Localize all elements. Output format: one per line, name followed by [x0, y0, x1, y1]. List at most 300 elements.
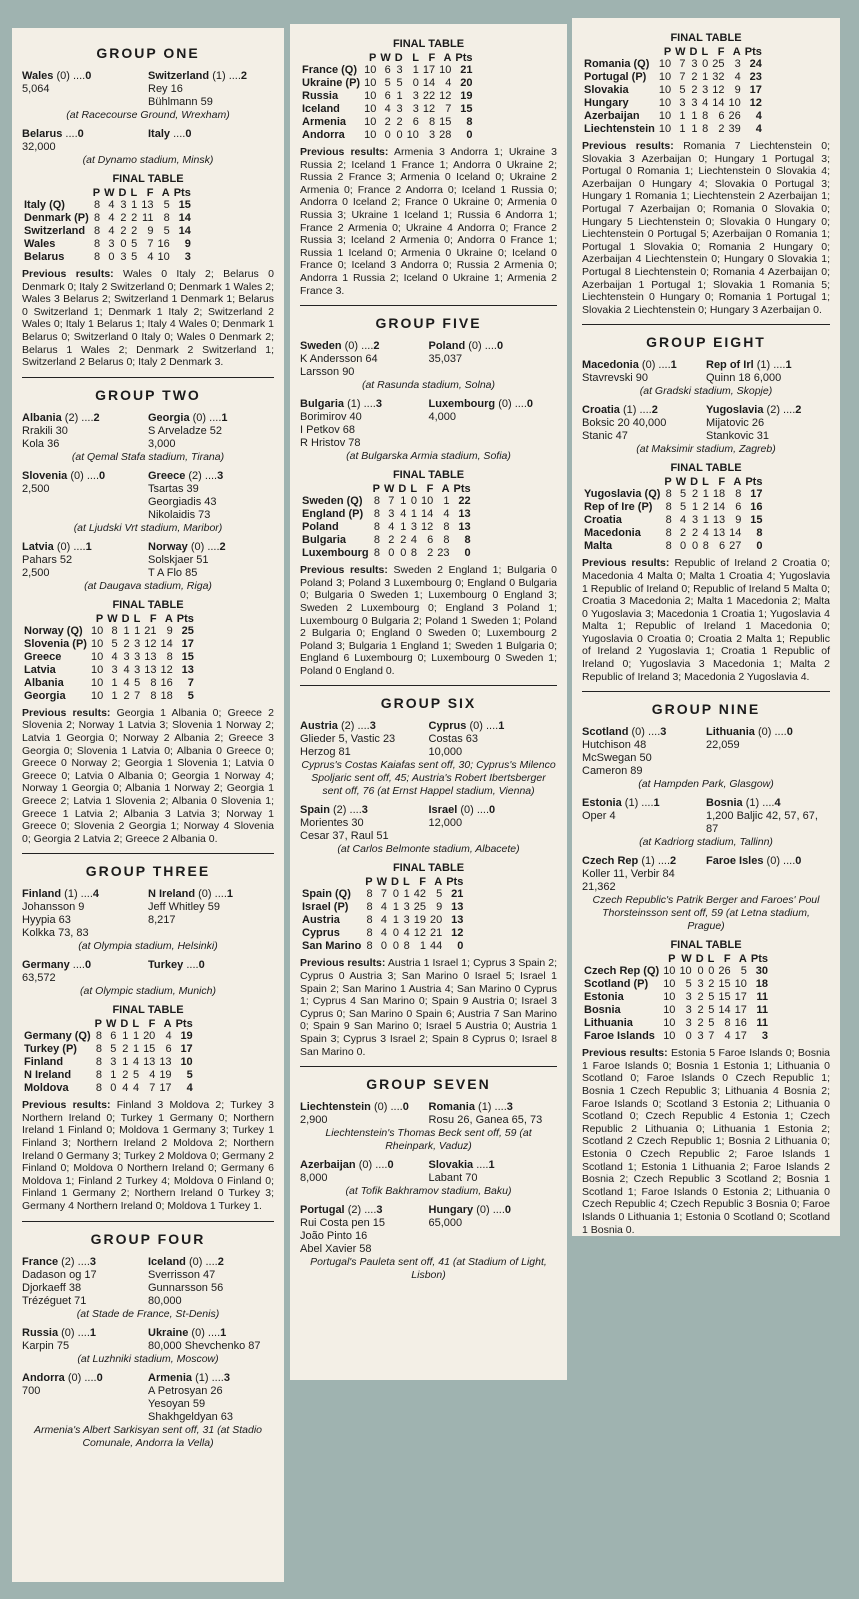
away-side: Faroe Isles (0) ....0	[706, 855, 802, 868]
table-cell: 10	[364, 64, 377, 76]
away-side: Lithuania (0) ....0	[706, 726, 793, 739]
table-cell: 2	[427, 547, 434, 560]
table-cell: 39	[728, 123, 741, 135]
column-header: L	[412, 52, 419, 64]
match-score-line	[22, 959, 274, 972]
match-details	[300, 1114, 557, 1127]
table-cell: 8	[665, 514, 672, 527]
home-score: 1	[670, 359, 677, 372]
venue-line: (at Maksimir stadium, Zagreb)	[636, 443, 776, 456]
home-team: Bulgaria	[300, 398, 345, 411]
group-section	[22, 36, 274, 369]
final-table	[582, 953, 770, 1043]
final-table-title: FINAL TABLE	[112, 173, 184, 185]
table-cell: 0	[392, 927, 399, 940]
table-cell: 2	[718, 123, 725, 135]
previous-results-text: Republic of Ireland 2 Croatia 0; Macedonia 4 Malta 0; Malta 1 Croatia 4; Yugoslavia 1 Republic of Ireland 0; Republic of Ireland 5 Malta 0; Croatia 3 Macedonia 2; Malta 1 Macedonia 2; Malta 0 Yugoslavia 3; Macedonia 1 Croatia 1; Yugoslavia 4 Malta 1; Republic of Ireland 1 Macedonia 0; Yugoslavia 0 Croatia 0; Croatia 2 Malta 1; Republic of Ireland 2 Yugoslavia 1; Croatia 1 Republic of Ireland 0; Yugoslavia 3 Macedonia 1; Malta 2 Republic of Ireland 3; Macedonia 2 Yugoslavia 4.	[582, 557, 831, 683]
table-cell: 8	[443, 521, 450, 534]
table-cell: 8	[702, 123, 709, 135]
final-table	[582, 476, 764, 553]
table-cell: 5	[384, 77, 391, 89]
column-header: L	[130, 187, 138, 199]
table-cell: 17	[181, 637, 194, 650]
home-score: 2	[670, 855, 677, 868]
table-cell: 6	[427, 534, 434, 547]
venue-line: (at Qemal Stafa stadium, Tirana)	[71, 450, 225, 463]
group-section	[22, 1221, 274, 1450]
table-cell: 12	[144, 637, 157, 650]
table-cell: 1	[392, 914, 399, 927]
away-team: Italy	[148, 128, 171, 140]
match-details	[582, 372, 830, 385]
table-cell: 1	[396, 90, 403, 102]
table-cell: 13	[181, 663, 194, 676]
team-name: Spain (Q)	[302, 888, 351, 901]
table-cell: 21	[429, 927, 443, 940]
away-side: Yugoslavia (2) ....2	[706, 404, 802, 417]
table-cell: 3	[396, 103, 403, 115]
column-header: Pts	[175, 1018, 193, 1031]
home-team: Finland	[22, 888, 62, 901]
table-cell: 17	[734, 991, 747, 1004]
group-heading: GROUP SIX	[300, 685, 557, 711]
table-cell: 1	[412, 64, 419, 76]
previous-results-label: Previous results:	[582, 557, 670, 570]
away-details	[429, 353, 558, 379]
home-side: Croatia (1) ....2	[582, 404, 658, 417]
home-score: 1	[89, 1326, 96, 1339]
away-side: Switzerland (1) ....2	[148, 70, 248, 82]
table-cell: 3	[134, 637, 141, 650]
column-header: F	[718, 476, 726, 489]
match-report	[300, 398, 557, 463]
home-details	[22, 1269, 148, 1308]
column-header: Pts	[750, 953, 768, 966]
scorer-line: Rui Costa pen 15	[300, 1217, 385, 1230]
home-side: Azerbaijan (0) ....0	[300, 1159, 394, 1172]
venue-line: (at Luzhniki stadium, Moscow)	[77, 1352, 219, 1365]
scorer-line: A Petrosyan 26	[148, 1384, 223, 1397]
table-cell: 8	[410, 547, 418, 560]
table-cell: 11	[142, 212, 154, 224]
home-details	[300, 353, 429, 379]
table-cell: 13	[712, 527, 726, 540]
table-cell: 4	[380, 901, 388, 914]
scorer-line: 5,064	[22, 83, 50, 95]
team-name: Cyprus	[302, 927, 340, 940]
home-team: Portugal	[300, 1204, 345, 1217]
table-cell: 2	[396, 116, 403, 128]
column-header: A	[164, 612, 173, 625]
scorer-line: Georgiadis 43	[148, 495, 217, 508]
away-details	[148, 141, 274, 154]
table-row	[300, 495, 473, 508]
team-name: Lithuania	[584, 1017, 633, 1030]
table-cell: 6	[412, 116, 419, 128]
home-details	[300, 817, 429, 843]
team-name: Yugoslavia (Q)	[584, 488, 661, 501]
table-cell: 1	[702, 71, 709, 83]
table-cell: 8	[464, 534, 471, 547]
table-row	[582, 540, 764, 553]
table-cell: 10	[421, 495, 434, 508]
table-cell: 11	[756, 991, 768, 1004]
group-section	[300, 38, 557, 297]
home-details	[300, 411, 429, 450]
table-cell: 3	[702, 84, 709, 96]
team-name: Turkey (P)	[24, 1043, 77, 1056]
table-row	[582, 978, 770, 991]
table-cell: 8	[95, 1069, 102, 1082]
previous-results	[300, 564, 557, 677]
table-cell: 3	[388, 508, 395, 521]
scorer-line: 1,200 Baljic 42, 57, 67, 87	[706, 810, 818, 836]
group-heading: GROUP SEVEN	[300, 1066, 557, 1092]
team-name: Macedonia	[584, 527, 641, 540]
table-cell: 15	[718, 978, 731, 991]
match-score-line	[582, 404, 830, 417]
away-details	[706, 810, 830, 836]
away-details	[706, 417, 830, 443]
table-cell: 44	[429, 940, 443, 953]
home-team: Croatia	[582, 404, 620, 417]
table-cell: 8	[366, 914, 373, 927]
table-cell: 1	[132, 1030, 140, 1043]
table-cell: 8	[95, 1082, 102, 1095]
table-cell: 8	[443, 534, 450, 547]
final-table-title: FINAL TABLE	[112, 1004, 184, 1017]
table-cell: 10	[658, 58, 672, 70]
away-halftime: (0)	[468, 340, 482, 353]
scorer-line: Bühlmann 59	[148, 96, 213, 108]
away-side: Bosnia (1) ....4	[706, 797, 781, 810]
away-details	[706, 868, 830, 894]
table-row	[22, 1082, 195, 1095]
away-halftime: (1)	[212, 70, 226, 82]
table-cell: 10	[364, 116, 377, 128]
table-cell: 0	[708, 965, 715, 978]
header-blank	[582, 476, 662, 488]
home-team: Andorra	[22, 1371, 65, 1384]
scorer-line: 8,217	[148, 914, 176, 927]
match-report	[300, 1204, 557, 1282]
table-cell: 15	[750, 514, 763, 527]
scorer-line: Rosu 26, Ganea 65, 73	[428, 1114, 543, 1127]
previous-results-text: Wales 0 Italy 2; Belarus 0 Denmark 0; Italy 2 Switzerland 0; Denmark 1 Wales 2; Wales 3 Belarus 2; Switzerland 1 Denmark 1; Belarus 0 Switzerland 1; Denmark 1 Italy 2; Switzerland 2 Wales 0; Italy 1 Belarus 1; Italy 4 Wales 0; Denmark 1 Belarus 0; Switzerland 0 Italy 0; Wales 0 Denmark 2; Belarus 1 Wales 2; Denmark 2 Switzerland 1; Switzerland 2 Belarus 0; Italy 2 Denmark 3.	[22, 268, 274, 369]
table-cell: 3	[412, 103, 419, 115]
table-cell: 9	[184, 238, 191, 250]
away-side: Turkey ....0	[148, 959, 205, 972]
previous-results-text: Armenia 3 Andorra 1; Ukraine 3 Russia 2; Iceland 1 France 1; Andorra 0 Ukraine 2; Russia 2 France 3; Armenia 0 Iceland 0; Ukraine 2 Armenia 0; France 2 Andorra 0; Iceland 1 Russia 0; Andorra 0 Iceland 2; France 0 Ukraine 0; Armenia 0 Russia 3; Ukraine 1 Iceland 1; Russia 6 Andorra 1; France 2 Armenia 0; Ukraine 4 Andorra 0; France 2 Russia 3; Iceland 2 Armenia 0; Andorra 0 France 1; Russia 1 Iceland 0; Armenia 0 Ukraine 0; Iceland 0 France 0; Iceland 3 Andorra 0; Russia 2 Armenia 0; Andorra 1 Russia 2; Iceland 0 Ukraine 1; Armenia 2 France 3.	[300, 146, 558, 297]
table-cell: 5	[111, 637, 118, 650]
team-name: Rep of Ire (P)	[584, 501, 653, 514]
table-row	[582, 527, 764, 540]
column-header: W	[376, 876, 388, 889]
table-cell: 19	[159, 1069, 172, 1082]
table-cell: 13	[141, 199, 154, 211]
table-row	[22, 1043, 195, 1056]
table-cell: 4	[108, 199, 115, 211]
column-header: P	[368, 52, 377, 64]
home-score: 3	[369, 720, 376, 733]
match-details	[300, 733, 557, 759]
table-cell: 14	[729, 527, 742, 540]
table-cell: 0	[466, 129, 473, 141]
table-cell: 23	[749, 71, 762, 83]
previous-results-label: Previous results:	[22, 1099, 111, 1112]
match-score-line	[300, 398, 557, 411]
previous-results	[300, 146, 557, 297]
home-score: 2	[373, 340, 380, 353]
team-name: Sweden (Q)	[302, 495, 363, 508]
scorer-line: Nikolaidis 73	[148, 508, 211, 521]
away-score: 2	[795, 404, 802, 417]
table-cell: 1	[410, 508, 418, 521]
team-name: Poland	[302, 521, 339, 534]
table-cell: 13	[451, 901, 464, 914]
team-name: Russia	[302, 90, 339, 102]
table-cell: 8	[166, 650, 173, 663]
column-header: W	[105, 1018, 117, 1031]
table-cell: 1	[123, 624, 130, 637]
scorer-line: Yesoyan 59	[148, 1397, 206, 1410]
column-header: D	[120, 1018, 129, 1031]
scorer-line: Cameron 89	[582, 765, 643, 778]
table-cell: 20	[143, 1030, 156, 1043]
scorer-line: Johansson 9	[22, 901, 85, 914]
table-cell: 2	[691, 488, 699, 501]
table-cell: 14	[178, 212, 191, 224]
home-score: 3	[361, 804, 368, 817]
scorer-line: 12,000	[428, 817, 463, 830]
table-cell: 20	[460, 77, 473, 89]
scorer-line: Karpin 75	[22, 1339, 70, 1352]
table-cell: 13	[451, 914, 464, 927]
away-side: Romania (1) ....3	[428, 1101, 513, 1114]
team-name: Iceland	[302, 103, 340, 115]
home-team: Liechtenstein	[300, 1101, 371, 1114]
table-cell: 8	[373, 495, 380, 508]
table-cell: 1	[419, 940, 426, 953]
scorer-line: Shakhgeldyan 63	[148, 1410, 234, 1423]
table-cell: 3	[134, 663, 141, 676]
column-header: D	[695, 953, 704, 966]
table-cell: 8	[366, 901, 373, 914]
away-halftime: (1)	[195, 1371, 209, 1384]
venue-line: (at Rasunda stadium, Solna)	[361, 379, 496, 392]
group-section	[300, 685, 557, 1058]
team-name: Denmark (P)	[24, 212, 89, 224]
table-cell: 3	[697, 978, 704, 991]
away-side: Norway (0) ....2	[148, 540, 226, 553]
venue-line: (at Carlos Belmonte stadium, Albacete)	[337, 843, 520, 856]
column-header: Pts	[453, 483, 471, 496]
table-cell: 14	[422, 77, 436, 89]
match-report	[22, 1327, 274, 1366]
away-team: Georgia	[148, 411, 190, 424]
table-cell: 10	[658, 97, 672, 109]
home-halftime: (0)	[641, 359, 656, 372]
table-cell: 26	[718, 965, 731, 978]
team-name: Austria	[302, 914, 340, 927]
scorer-line: Gunnarsson 56	[148, 1281, 224, 1294]
away-team: Faroe Isles	[706, 855, 764, 868]
away-score: 1	[226, 888, 233, 901]
table-cell: 7	[147, 238, 154, 250]
away-score: 1	[220, 1326, 227, 1339]
table-cell: 2	[691, 84, 698, 96]
group-section	[300, 305, 557, 677]
home-score: 3	[375, 398, 382, 411]
away-side: Iceland (0) ....2	[148, 1255, 224, 1268]
table-cell: 22	[458, 495, 471, 508]
away-team: Turkey	[148, 959, 184, 972]
venue-line: (at Kadriorg stadium, Tallinn)	[639, 836, 773, 849]
scorer-line: McSwegan 50	[582, 752, 652, 765]
table-cell: 1	[111, 676, 118, 689]
table-cell: 5	[680, 488, 687, 501]
previous-results	[22, 707, 274, 846]
table-cell: 10	[364, 77, 377, 89]
table-cell: 5	[685, 978, 692, 991]
scorer-line: Hyypia 63	[22, 914, 71, 927]
scorer-line: I Petkov 68	[300, 424, 356, 437]
table-cell: 12	[439, 90, 452, 102]
table-cell: 3	[761, 1030, 768, 1043]
column-header: A	[161, 187, 170, 199]
scorer-line: Borimirov 40	[300, 411, 362, 424]
away-details	[148, 1385, 274, 1424]
table-cell: 4	[680, 514, 687, 527]
table-cell: 4	[380, 914, 388, 927]
table-cell: 3	[734, 58, 741, 70]
table-cell: 8	[94, 238, 101, 250]
table-cell: 17	[734, 1030, 747, 1043]
table-cell: 2	[680, 527, 687, 540]
table-cell: 13	[143, 1056, 156, 1069]
table-cell: 15	[181, 650, 194, 663]
table-cell: 7	[380, 888, 388, 901]
table-cell: 10	[364, 129, 377, 141]
match-details	[300, 411, 557, 450]
away-halftime: (0)	[498, 398, 512, 411]
home-score: 0	[85, 959, 92, 972]
table-row	[22, 651, 196, 664]
column-header: L	[402, 876, 410, 889]
table-row	[300, 64, 475, 77]
column-header: Pts	[176, 612, 194, 625]
table-cell: 21	[144, 624, 157, 637]
away-score: 0	[489, 804, 496, 817]
table-cell: 3	[410, 521, 418, 534]
scorer-line: 8,000	[300, 1172, 328, 1185]
table-cell: 5	[708, 991, 715, 1004]
home-team: Spain	[300, 804, 330, 817]
table-cell: 13	[144, 663, 157, 676]
table-cell: 3	[111, 663, 118, 676]
team-name: Romania (Q)	[584, 58, 650, 70]
home-team: Czech Rep	[582, 855, 639, 868]
table-cell: 7	[388, 495, 395, 508]
team-name: N Ireland	[24, 1069, 72, 1082]
team-name: Bosnia	[584, 1004, 621, 1017]
table-row	[22, 199, 193, 212]
table-cell: 2	[384, 116, 391, 128]
table-cell: 3	[123, 650, 130, 663]
team-name: Armenia	[302, 116, 347, 128]
table-row	[582, 110, 764, 123]
column-header: D	[690, 476, 699, 489]
away-details	[706, 372, 830, 385]
home-score: 0	[85, 70, 92, 82]
away-details	[148, 1269, 274, 1308]
table-cell: 10	[90, 689, 104, 702]
home-side: Russia (0) ....1	[22, 1326, 96, 1339]
table-header-row	[22, 613, 196, 625]
venue-line: (at Stade de France, St-Denis)	[76, 1307, 220, 1320]
venue-line: (at Daugava stadium, Riga)	[84, 579, 212, 592]
table-cell: 10	[663, 978, 676, 991]
scorer-line: 4,000	[428, 411, 457, 424]
table-cell: 5	[680, 501, 687, 514]
home-halftime: (0)	[67, 1371, 82, 1384]
home-score: 4	[92, 888, 100, 901]
away-side: Cyprus (0) ....1	[428, 720, 505, 733]
table-row	[22, 238, 193, 251]
table-row	[582, 58, 764, 71]
team-name: Moldova	[24, 1082, 69, 1095]
scorer-line: Costas 63	[428, 733, 479, 746]
home-score: 2	[651, 404, 658, 417]
match-report	[300, 1101, 557, 1153]
table-header-row	[300, 483, 473, 495]
group-heading: GROUP FOUR	[22, 1221, 274, 1247]
team-name: Latvia	[24, 663, 56, 676]
table-cell: 6	[384, 90, 391, 102]
column-header: L	[132, 1018, 140, 1031]
column-header: W	[675, 476, 687, 489]
table-cell: 17	[749, 84, 762, 96]
table-cell: 1	[392, 901, 399, 914]
table-row	[582, 501, 764, 514]
final-table-title: FINAL TABLE	[670, 462, 742, 475]
table-cell: 6	[110, 1030, 117, 1043]
match-details	[22, 901, 274, 940]
table-cell: 1	[134, 624, 141, 637]
match-details	[22, 1269, 274, 1308]
home-team: Austria	[300, 720, 338, 733]
away-side: Hungary (0) ....0	[428, 1204, 512, 1217]
table-cell: 10	[658, 71, 672, 83]
table-cell: 9	[734, 84, 741, 96]
away-side: Rep of Irl (1) ....1	[706, 359, 792, 372]
table-cell: 0	[457, 940, 464, 953]
table-row	[22, 638, 196, 651]
previous-results-text: Georgia 1 Albania 0; Greece 2 Slovenia 2; Norway 1 Latvia 3; Slovenia 1 Norway 2; Latvia 1 Georgia 0; Norway 2 Albania 2; Greece 3 Georgia 0; Slovenia 1 Latvia 0; Albania 0 Greece 0; Greece 0 Norway 2; Georgia 1 Slovenia 1; Latvia 0 Greece 0; Latvia 0 Albania 0; Georgia 1 Norway 4; Norway 1 Georgia 0; Albania 1 Norway 2; Georgia 1 Greece 2; Latvia 1 Slovenia 2; Albania 0 Slovenia 1; Greece 1 Latvia 2; Albania 3 Latvia 3; Norway 1 Greece 0; Slovenia 2 Georgia 1; Norway 4 Slovenia 0; Georgia 2 Latvia 2; Greece 2 Albania 0.	[22, 706, 275, 845]
table-cell: 8	[373, 534, 380, 547]
table-cell: 5	[131, 251, 138, 263]
table-cell: 8	[111, 624, 118, 637]
scorer-line: Oper 4	[582, 810, 616, 823]
table-cell: 17	[422, 64, 436, 76]
scorer-line: 32,000	[22, 141, 56, 153]
table-cell: 2	[702, 501, 709, 514]
away-score: 1	[488, 1159, 495, 1172]
match-score-line	[22, 888, 274, 901]
scorer-line: Cesar 37, Raul 51	[300, 830, 389, 843]
table-cell: 2	[691, 527, 699, 540]
table-cell: 4	[755, 110, 762, 122]
